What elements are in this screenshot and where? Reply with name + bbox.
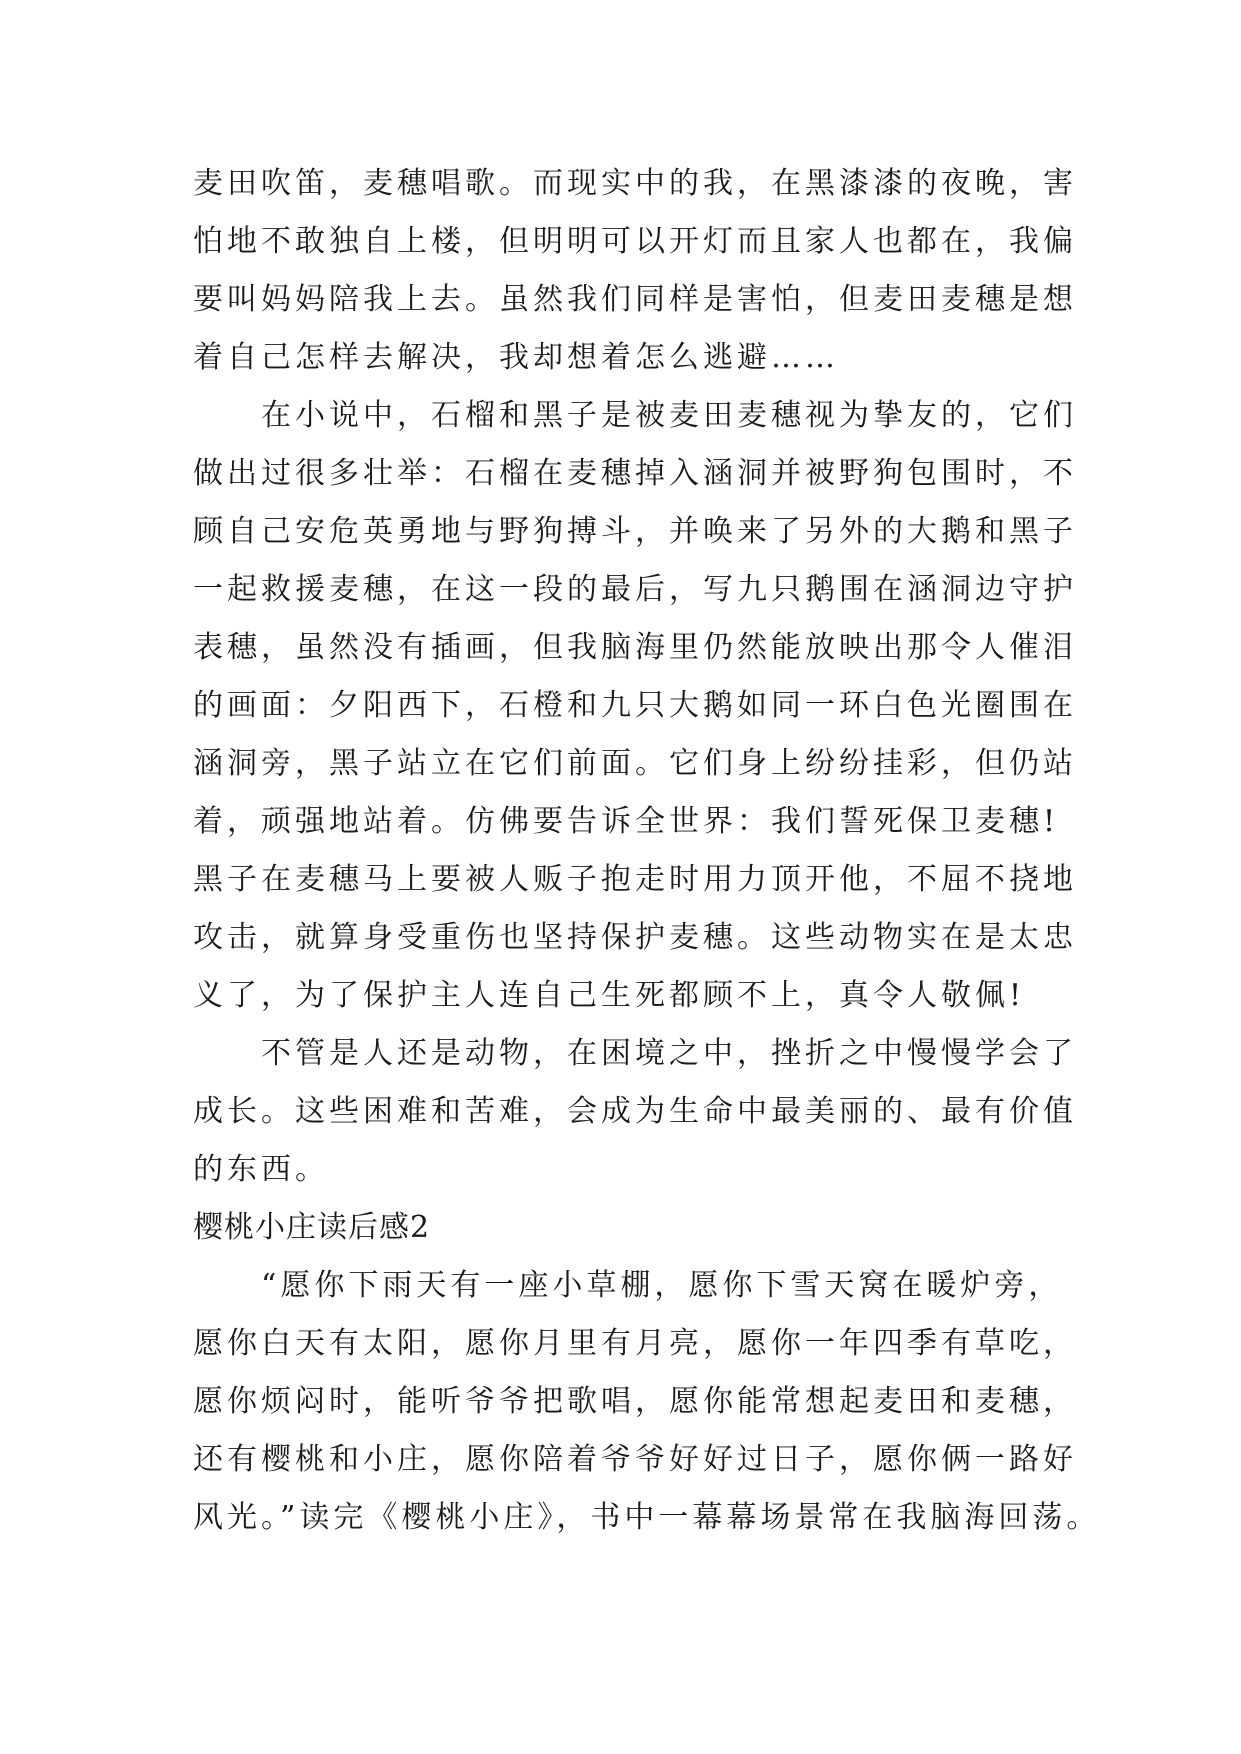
paragraph-3 [193, 1025, 1077, 1199]
text-line: 着，顽强地站着。仿佛要告诉全世界：我们誓死保卫麦穗! [193, 804, 1060, 839]
text-line: 愿你烦闷时，能听爷爷把歌唱，愿你能常想起麦田和麦穗， [193, 1384, 1077, 1419]
paragraph-1 [193, 155, 1077, 387]
text-line: 黑子在麦穗马上要被人贩子抱走时用力顶开他，不屈不挠地 [193, 862, 1077, 897]
text-line: 在小说中，石榴和黑子是被麦田麦穗视为挚友的，它们 [193, 398, 1077, 433]
text-line: 的画面：夕阳西下，石橙和九只大鹅如同一环白色光圈围在 [193, 688, 1077, 723]
text-line: 涵洞旁，黑子站立在它们前面。它们身上纷纷挂彩，但仍站 [193, 746, 1077, 781]
paragraph-2 [193, 387, 1077, 1025]
text-line: 做出过很多壮举：石榴在麦穗掉入涵洞并被野狗包围时，不 [193, 456, 1077, 491]
text-line: 愿你白天有太阳，愿你月里有月亮，愿你一年四季有草吃， [193, 1326, 1077, 1361]
text-line: 的东西。 [193, 1152, 329, 1187]
text-line: 着自己怎样去解决，我却想着怎么逃避…… [193, 340, 839, 375]
text-line: 义了，为了保护主人连自己生死都顾不上，真令人敬佩! [193, 978, 1026, 1013]
text-line: 要叫妈妈陪我上去。虽然我们同样是害怕，但麦田麦穗是想 [193, 282, 1077, 317]
text-line: 一起救援麦穗，在这一段的最后，写九只鹅围在涵洞边守护 [193, 572, 1077, 607]
text-line: 成长。这些困难和苦难，会成为生命中最美丽的、最有价值 [193, 1094, 1077, 1129]
text-line: “愿你下雨天有一座小草棚，愿你下雪天窝在暖炉旁， [193, 1268, 1063, 1303]
text-line: 风光。”读完《樱桃小庄》，书中一幕幕场景常在我脑海回荡。 [193, 1500, 1101, 1535]
text-line: 不管是人还是动物，在困境之中，挫折之中慢慢学会了 [193, 1036, 1077, 1071]
text-line: 表穗，虽然没有插画，但我脑海里仍然能放映出那令人催泪 [193, 630, 1077, 665]
text-line: 顾自己安危英勇地与野狗搏斗，并唤来了另外的大鹅和黑子 [193, 514, 1077, 549]
text-line: 怕地不敢独自上楼，但明明可以开灯而且家人也都在，我偏 [193, 224, 1077, 259]
text-line: 还有樱桃和小庄，愿你陪着爷爷好好过日子，愿你俩一路好 [193, 1442, 1077, 1477]
document-body [193, 155, 1101, 1547]
text-line: 麦田吹笛，麦穗唱歌。而现实中的我，在黑漆漆的夜晚，害 [193, 166, 1077, 201]
paragraph-4 [193, 1257, 1101, 1547]
text-line: 攻击，就算身受重伤也坚持保护麦穗。这些动物实在是太忠 [193, 920, 1077, 955]
section-title: 樱桃小庄读后感2 [193, 1210, 431, 1245]
